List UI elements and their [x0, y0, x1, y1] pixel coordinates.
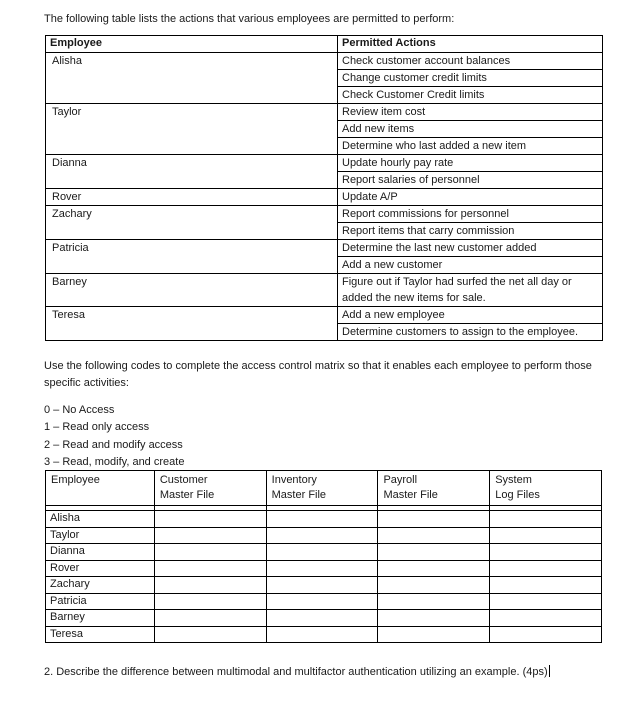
matrix-employee-cell: Zachary	[46, 577, 155, 594]
table-row	[46, 104, 603, 155]
table-row	[46, 240, 603, 274]
action-item: Update A/P	[342, 191, 398, 203]
matrix-access-cell[interactable]	[490, 593, 602, 610]
employee-cell	[46, 104, 338, 155]
action-item: Update hourly pay rate	[338, 155, 602, 172]
actions-cell	[338, 155, 603, 189]
code-item: 1 – Read only access	[44, 421, 150, 434]
action-item: Determine customers to assign to the employee.	[342, 326, 579, 338]
matrix-employee-cell: Teresa	[46, 626, 155, 643]
table-row	[46, 53, 603, 104]
matrix-header-payroll-master-file: Payroll Master File	[378, 471, 490, 506]
access-control-matrix	[45, 470, 602, 643]
matrix-body	[46, 506, 602, 643]
access-codes-list	[44, 402, 184, 471]
action-item: Determine the last new customer added	[338, 240, 602, 257]
employee-cell	[46, 240, 338, 274]
actions-cell	[338, 307, 603, 341]
employee-name: Barney	[52, 276, 87, 288]
question-text[interactable]: 2. Describe the difference between multimodal and multifactor authentication utilizing an example. (4ps)	[44, 666, 548, 678]
matrix-access-cell[interactable]	[266, 544, 378, 561]
actions-cell	[338, 104, 603, 155]
matrix-employee-cell: Dianna	[46, 544, 155, 561]
employee-name: Taylor	[52, 106, 82, 118]
matrix-employee-cell: Rover	[46, 560, 155, 577]
matrix-access-cell[interactable]	[154, 527, 266, 544]
matrix-row	[46, 577, 602, 594]
matrix-row	[46, 610, 602, 627]
matrix-access-cell[interactable]	[266, 527, 378, 544]
employee-name: Teresa	[52, 309, 86, 321]
matrix-access-cell[interactable]	[266, 626, 378, 643]
matrix-access-cell[interactable]	[154, 511, 266, 528]
actions-cell	[338, 53, 603, 104]
matrix-access-cell[interactable]	[266, 577, 378, 594]
employee-cell	[46, 53, 338, 104]
matrix-access-cell[interactable]	[490, 610, 602, 627]
matrix-row	[46, 593, 602, 610]
table-row	[46, 155, 603, 189]
matrix-row	[46, 511, 602, 528]
employee-cell	[46, 189, 338, 206]
matrix-access-cell[interactable]	[378, 577, 490, 594]
action-item: Report items that carry commission	[342, 225, 515, 237]
table-row	[46, 206, 603, 240]
matrix-access-cell[interactable]	[266, 593, 378, 610]
action-item: Check customer account balances	[338, 53, 602, 70]
matrix-access-cell[interactable]	[154, 560, 266, 577]
matrix-access-cell[interactable]	[378, 527, 490, 544]
action-item: Change customer credit limits	[338, 70, 602, 87]
table-row	[46, 307, 603, 341]
matrix-access-cell[interactable]	[490, 544, 602, 561]
actions-cell	[338, 189, 603, 206]
actions-cell	[338, 274, 603, 307]
table-row	[46, 189, 603, 206]
matrix-access-cell[interactable]	[266, 560, 378, 577]
actions-table-body	[46, 53, 603, 341]
code-item: 0 – No Access	[44, 404, 115, 416]
matrix-access-cell[interactable]	[490, 577, 602, 594]
matrix-employee-cell: Barney	[46, 610, 155, 627]
actions-cell	[338, 206, 603, 240]
matrix-header-employee: Employee	[46, 471, 155, 506]
matrix-header-system-log-files: System Log Files	[490, 471, 602, 506]
matrix-access-cell[interactable]	[490, 560, 602, 577]
code-item: 2 – Read and modify access	[44, 438, 183, 451]
employee-name: Dianna	[52, 157, 87, 169]
matrix-access-cell[interactable]	[266, 610, 378, 627]
matrix-access-cell[interactable]	[378, 626, 490, 643]
matrix-row	[46, 560, 602, 577]
table-row	[46, 274, 603, 307]
employee-cell	[46, 155, 338, 189]
matrix-access-cell[interactable]	[378, 544, 490, 561]
action-item: Add new items	[338, 121, 602, 138]
instructions-text: Use the following codes to complete the access control matrix so that it enables each employee to perform those specific activities:	[44, 360, 592, 389]
action-item: Add a new employee	[338, 307, 602, 324]
action-item: Determine who last added a new item	[342, 140, 527, 152]
matrix-employee-cell: Patricia	[46, 593, 155, 610]
matrix-header-customer-master-file: Customer Master File	[154, 471, 266, 506]
code-item: 3 – Read, modify, and create	[44, 455, 185, 468]
matrix-access-cell[interactable]	[490, 626, 602, 643]
intro-text: The following table lists the actions that various employees are permitted to perform:	[44, 13, 455, 25]
matrix-access-cell[interactable]	[154, 610, 266, 627]
action-item: Review item cost	[338, 104, 602, 121]
text-cursor	[549, 665, 550, 677]
employee-name: Zachary	[52, 208, 92, 220]
actions-cell	[338, 240, 603, 274]
matrix-access-cell[interactable]	[154, 593, 266, 610]
action-item: Report commissions for personnel	[338, 206, 602, 223]
matrix-employee-cell: Alisha	[46, 511, 155, 528]
employee-cell	[46, 274, 338, 307]
action-item: Check Customer Credit limits	[342, 89, 485, 101]
matrix-access-cell[interactable]	[378, 560, 490, 577]
employee-cell	[46, 206, 338, 240]
matrix-access-cell[interactable]	[154, 544, 266, 561]
employee-column-header: Employee	[46, 36, 338, 53]
matrix-row	[46, 626, 602, 643]
matrix-access-cell[interactable]	[490, 511, 602, 528]
matrix-access-cell[interactable]	[378, 593, 490, 610]
matrix-access-cell[interactable]	[490, 527, 602, 544]
permitted-actions-table	[45, 35, 603, 341]
matrix-row	[46, 527, 602, 544]
matrix-header-inventory-master-file: Inventory Master File	[266, 471, 378, 506]
employee-cell	[46, 307, 338, 341]
matrix-access-cell[interactable]	[266, 511, 378, 528]
employee-name: Patricia	[52, 242, 89, 254]
permitted-actions-column-header: Permitted Actions	[338, 36, 603, 53]
matrix-employee-cell: Taylor	[46, 527, 155, 544]
matrix-header-row	[46, 471, 602, 506]
action-item: Report salaries of personnel	[342, 174, 480, 186]
matrix-access-cell[interactable]	[378, 610, 490, 627]
matrix-row	[46, 544, 602, 561]
employee-name: Alisha	[52, 55, 82, 67]
matrix-access-cell[interactable]	[154, 626, 266, 643]
action-item: Figure out if Taylor had surfed the net all day or added the new items for sale.	[342, 276, 572, 304]
matrix-access-cell[interactable]	[378, 511, 490, 528]
action-item: Add a new customer	[342, 259, 443, 271]
table-header-row	[46, 36, 603, 53]
employee-name: Rover	[52, 191, 82, 203]
matrix-access-cell[interactable]	[154, 577, 266, 594]
